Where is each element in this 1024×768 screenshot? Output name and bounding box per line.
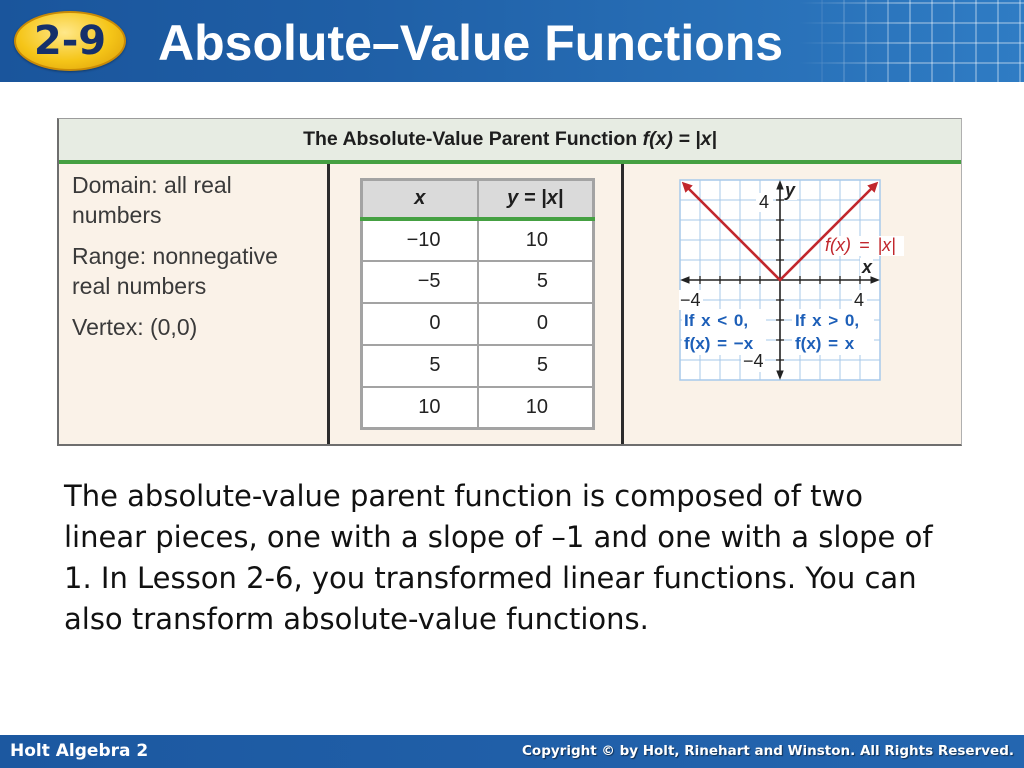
table-cell-y: 0 — [478, 303, 594, 345]
table-row — [362, 387, 594, 429]
panel-title-function: f(x) = |x| — [642, 128, 717, 150]
slide-header — [0, 0, 1024, 82]
table-cell-x: 0 — [362, 303, 478, 345]
column-divider — [621, 164, 624, 444]
right-note-line-1: If x > 0, — [795, 311, 860, 330]
table-header-y: y = |x| — [478, 180, 594, 219]
range-property: Range: nonnegative real numbers — [72, 243, 278, 299]
table-row — [362, 261, 594, 303]
right-note-line-2: f(x) = x — [795, 334, 855, 353]
lesson-number: 2-9 — [33, 18, 107, 64]
left-note-line-2: f(x) = −x — [684, 334, 754, 353]
y-axis-label: y — [785, 180, 796, 200]
panel-title-rule — [59, 160, 961, 164]
panel-title-text: The Absolute-Value Parent Function — [303, 128, 638, 150]
table-cell-y: 5 — [478, 261, 594, 303]
table-cell-x: −5 — [362, 261, 478, 303]
copyright-notice: Copyright © by Holt, Rinehart and Winston. All Rights Reserved. — [522, 743, 1014, 759]
function-label: f(x) = |x| — [825, 235, 896, 255]
left-note-line-1: If x < 0, — [684, 311, 749, 330]
table-cell-x: 5 — [362, 345, 478, 387]
table-cell-y: 5 — [478, 345, 594, 387]
y-max-label: 4 — [759, 192, 770, 212]
vertex-property: Vertex: (0,0) — [72, 314, 198, 340]
y-min-label: −4 — [743, 351, 764, 371]
course-name: Holt Algebra 2 — [10, 741, 149, 761]
table-cell-y: 10 — [478, 387, 594, 429]
domain-property: Domain: all real numbers — [72, 172, 232, 228]
x-axis-label: x — [862, 257, 873, 277]
value-table — [360, 178, 595, 430]
table-row — [362, 303, 594, 345]
table-header-row — [362, 180, 594, 219]
panel-title — [59, 119, 961, 160]
lesson-number-badge — [14, 11, 126, 71]
slide-title: Absolute–Value Functions — [158, 15, 784, 71]
table-row — [362, 345, 594, 387]
header-grid-decoration — [799, 0, 1024, 82]
table-cell-x: 10 — [362, 387, 478, 429]
slide-footer — [0, 735, 1024, 768]
parent-function-graph — [672, 174, 917, 389]
table-header-x: x — [362, 180, 478, 219]
lesson-paragraph: The absolute-value parent function is composed of two linear pieces, one with a slope of –1 and one with a slope of 1. In Lesson 2-6, you transformed linear functions. You can also transform absolute-value functions. — [64, 479, 933, 636]
table-cell-y: 10 — [478, 219, 594, 261]
x-max-label: 4 — [854, 290, 865, 310]
column-divider — [327, 164, 330, 444]
table-row — [362, 219, 594, 261]
function-properties — [72, 170, 297, 353]
parent-function-panel — [57, 118, 962, 446]
table-cell-x: −10 — [362, 219, 478, 261]
x-min-label: −4 — [680, 290, 701, 310]
